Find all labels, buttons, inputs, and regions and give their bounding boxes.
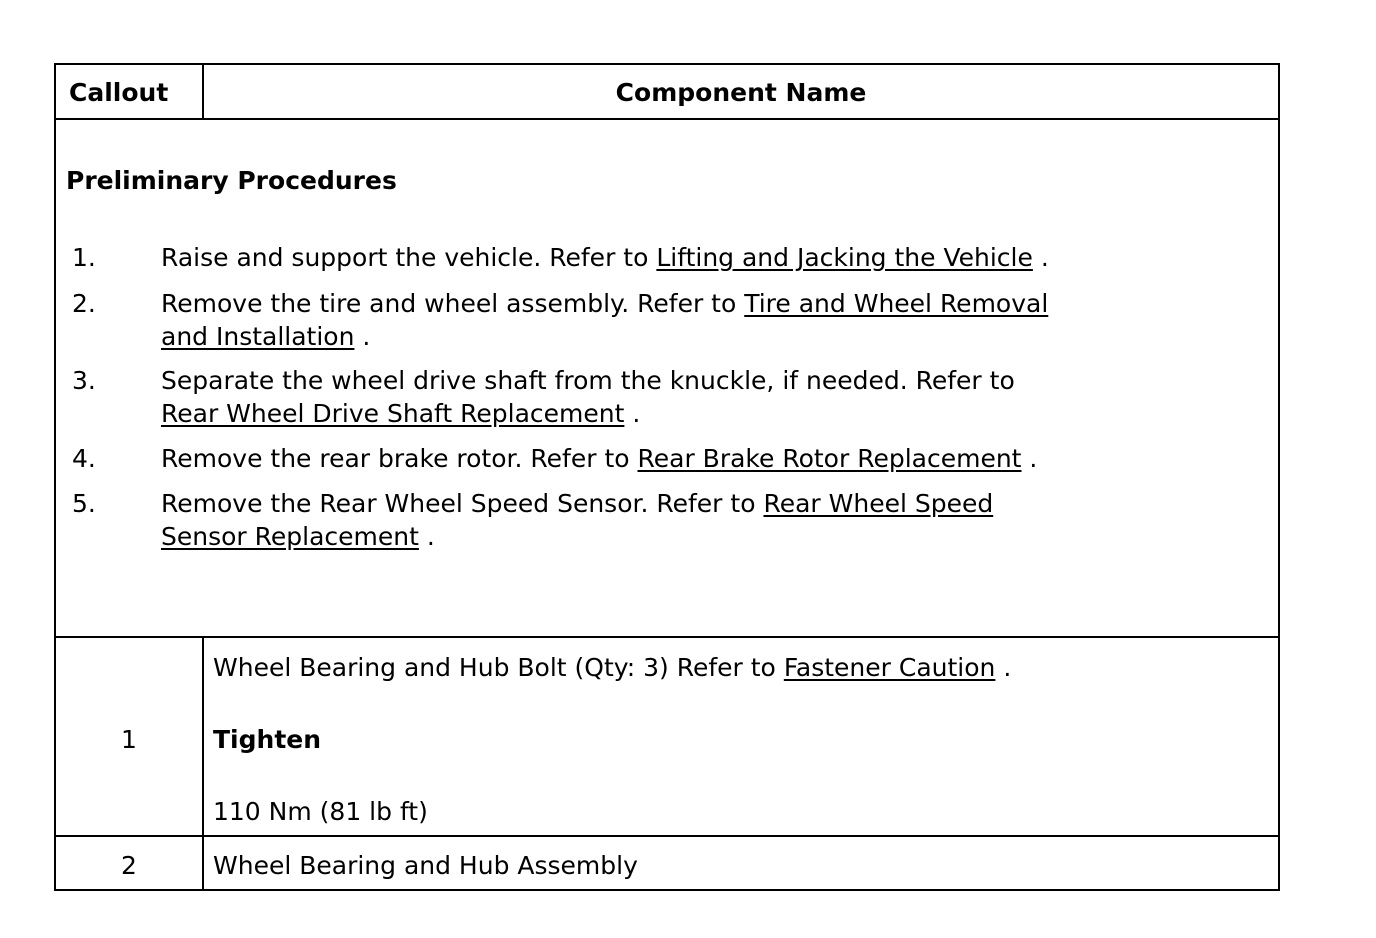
- row-callout: 2: [121, 851, 137, 880]
- tire-wheel-link[interactable]: Tire and Wheel Removal: [744, 289, 1049, 318]
- row-divider: [56, 835, 1278, 837]
- step-text: Separate the wheel drive shaft from the knuckle, if needed. Refer to: [161, 366, 1015, 395]
- row-component-text: Wheel Bearing and Hub Assembly: [213, 851, 638, 880]
- step-number: 3.: [72, 366, 96, 395]
- step-number: 5.: [72, 489, 96, 518]
- step-number: 4.: [72, 444, 96, 473]
- rows-column-divider: [202, 636, 204, 891]
- step-text: Remove the Rear Wheel Speed Sensor. Refer to Rear Wheel Speed: [161, 489, 994, 518]
- tire-wheel-link-cont[interactable]: and Installation: [161, 322, 355, 351]
- speed-sensor-link-cont[interactable]: Sensor Replacement: [161, 522, 419, 551]
- component-table: [54, 63, 1280, 891]
- header-divider: [56, 118, 1278, 120]
- step-text: Remove the tire and wheel assembly. Refer to Tire and Wheel Removal: [161, 289, 1049, 318]
- step-number: 2.: [72, 289, 96, 318]
- preliminary-title: Preliminary Procedures: [66, 166, 397, 195]
- step-text-cont: Sensor Replacement .: [161, 522, 435, 551]
- tighten-label: Tighten: [213, 725, 322, 754]
- preliminary-divider: [56, 636, 1278, 638]
- lifting-jacking-link[interactable]: Lifting and Jacking the Vehicle: [656, 243, 1033, 272]
- header-component-name: Component Name: [615, 78, 867, 107]
- step-number: 1.: [72, 243, 96, 272]
- brake-rotor-link[interactable]: Rear Brake Rotor Replacement: [637, 444, 1022, 473]
- step-text: Remove the rear brake rotor. Refer to Rear Brake Rotor Replacement .: [161, 444, 1038, 473]
- row-callout: 1: [121, 725, 137, 754]
- fastener-caution-link[interactable]: Fastener Caution: [783, 653, 996, 682]
- row-component-text: Wheel Bearing and Hub Bolt (Qty: 3) Refer to Fastener Caution .: [213, 653, 1012, 682]
- torque-spec: 110 Nm (81 lb ft): [213, 797, 428, 826]
- step-text-cont: and Installation .: [161, 322, 371, 351]
- step-text-cont: Rear Wheel Drive Shaft Replacement .: [161, 399, 641, 428]
- speed-sensor-link[interactable]: Rear Wheel Speed: [763, 489, 994, 518]
- header-callout: Callout: [69, 78, 169, 107]
- step-text: Raise and support the vehicle. Refer to Lifting and Jacking the Vehicle .: [161, 243, 1049, 272]
- drive-shaft-link[interactable]: Rear Wheel Drive Shaft Replacement: [161, 399, 625, 428]
